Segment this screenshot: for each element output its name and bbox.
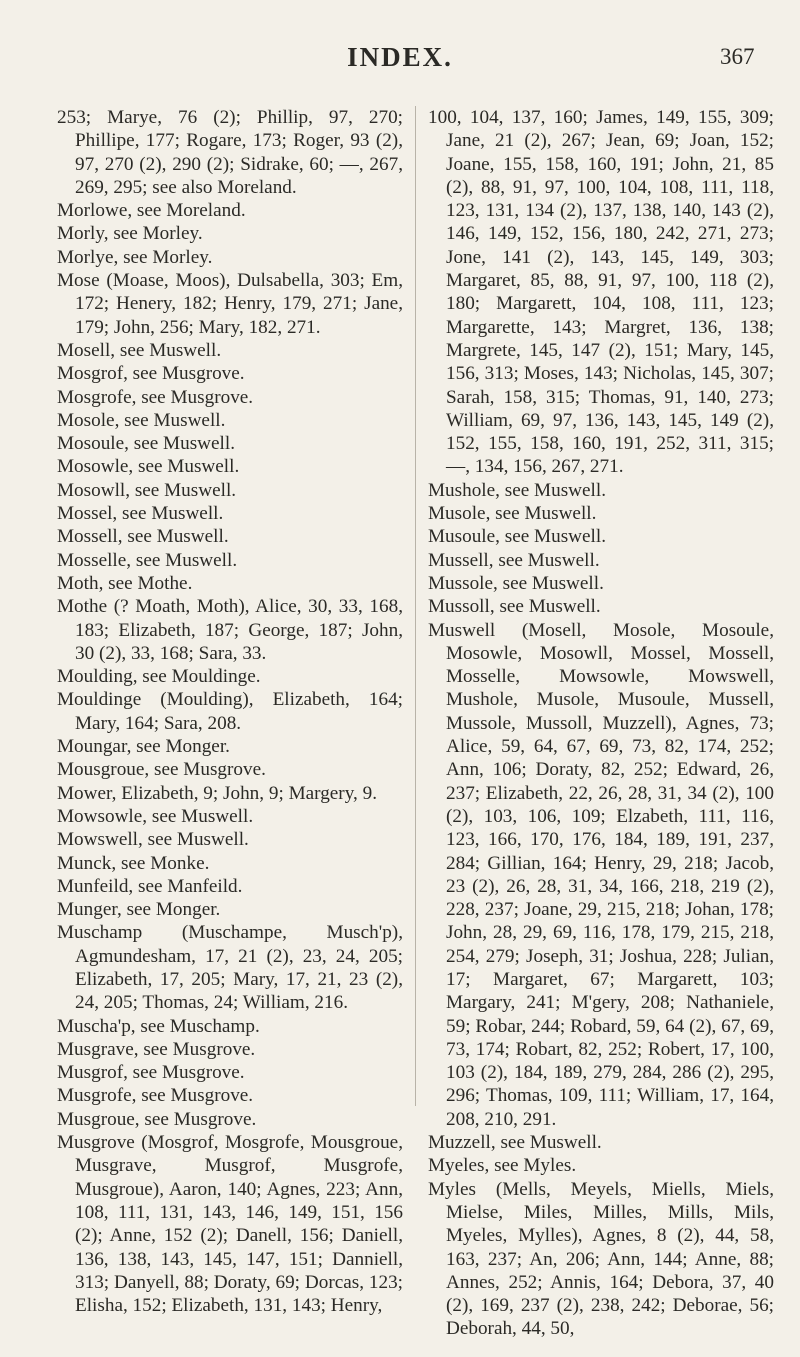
index-entry: Mowswell, see Muswell. [57, 829, 249, 851]
index-entry: Musgrove (Mosgrof, Mosgrofe, Mousgroue, Musgrave, Musgrof, Musgrofe, Musgroue), Aaron, 140; Agnes, 223; Ann, 108, 111, 131, 143, 146, 149, 151, 156 (2); Anne, 152 (2); Danell, 156; Daniell, 136, 138, 143, 145, 147, 151; Danniell, 313; Danyell, 88; Doraty, 69; Dorcas, 123; Elisha, 152; Elizabeth, 131, 143; Henry, [57, 1132, 403, 1317]
index-entry: Munck, see Monke. [57, 852, 210, 874]
index-entry: Mothe (? Moath, Moth), Alice, 30, 33, 168, 183; Elizabeth, 187; George, 187; John, 30 (2), 33, 168; Sara, 33. [57, 596, 403, 664]
index-entry: Munfeild, see Manfeild. [57, 875, 243, 897]
index-entry: Musgroue, see Musgrove. [57, 1108, 257, 1130]
index-entry: Mussell, see Muswell. [428, 549, 600, 571]
index-entry: 100, 104, 137, 160; James, 149, 155, 309; Jane, 21 (2), 267; Jean, 69; Joan, 152; Joane, 155, 158, 160, 191; John, 21, 85 (2), 88, 91, 97, 100, 104, 108, 111, 118, 123, 131, 134 (2), 137, 138, 140, 143 (2), 146, 149, 152, 156, 180, 242, 271, 273; Jone, 141 (2), 143, 145, 149, 303; Margaret, 85, 88, 91, 97, 100, 118 (2), 180; Margarett, 104, 108, 111, 123; Margarette, 143; Margret, 136, 138; Margrete, 145, 147 (2), 151; Mary, 145, 156, 313; Moses, 143; Nicholas, 145, 307; Sarah, 158, 315; Thomas, 91, 140, 273; William, 69, 97, 136, 143, 145, 149 (2), 152, 155, 158, 160, 191, 252, 311, 315; —, 134, 156, 267, 271. [428, 107, 774, 478]
right-column [428, 106, 774, 1341]
index-entry: Mussole, see Muswell. [428, 572, 604, 594]
index-entry: Mossel, see Muswell. [57, 503, 224, 525]
index-entry: Morlye, see Morley. [57, 246, 213, 268]
index-entry: Musgrof, see Musgrove. [57, 1062, 245, 1084]
index-entry: Munger, see Monger. [57, 899, 221, 921]
index-entry: Muscha'p, see Muschamp. [57, 1015, 260, 1037]
index-entry: Moungar, see Monger. [57, 736, 230, 758]
index-entry: Mosoule, see Muswell. [57, 433, 235, 455]
index-entry: Mose (Moase, Moos), Dulsabella, 303; Em, 172; Henery, 182; Henry, 179, 271; Jane, 179; John, 256; Mary, 182, 271. [57, 270, 403, 338]
page-title: INDEX. [347, 42, 453, 72]
index-entry: Mouldinge (Moulding), Elizabeth, 164; Mary, 164; Sara, 208. [57, 689, 403, 734]
index-entry: Myles (Mells, Meyels, Miells, Miels, Mielse, Miles, Milles, Mills, Mils, Myeles, Mylles), Agnes, 8 (2), 44, 58, 163, 237; An, 206; Ann, 144; Anne, 88; Annes, 252; Annis, 164; Debora, 37, 40 (2), 169, 237 (2), 238, 242; Deborae, 56; Deborah, 44, 50, [428, 1178, 774, 1340]
index-entry: Mussoll, see Muswell. [428, 596, 601, 618]
index-entry: Mushole, see Muswell. [428, 479, 606, 501]
index-entry: Musole, see Muswell. [428, 503, 597, 525]
index-entry: Muswell (Mosell, Mosole, Mosoule, Mosowle, Mosowll, Mossel, Mossell, Mosselle, Mowsowle, Mowswell, Mushole, Musole, Musoule, Mussell, Mussole, Mussoll, Muzzell), Agnes, 73; Alice, 59, 64, 67, 69, 73, 82, 174, 252; Ann, 106; Doraty, 82, 252; Edward, 26, 237; Elizabeth, 22, 26, 28, 31, 34 (2), 100 (2), 103, 106, 109; Elzabeth, 111, 116, 123, 166, 170, 176, 184, 189, 191, 237, 284; Gillian, 164; Henry, 29, 218; Jacob, 23 (2), 26, 28, 31, 34, 166, 218, 219 (2), 228, 237; Joane, 29, 215, 218; Johan, 178; John, 28, 29, 69, 116, 178, 179, 215, 218, 254, 279; Joseph, 31; Joshua, 228; Julian, 17; Margaret, 67; Margarett, 103; Margary, 241; M'gery, 208; Nathaniele, 59; Robar, 244; Robard, 59, 64 (2), 67, 69, 73, 174; Robart, 82, 252; Robert, 17, 100, 103 (2), 184, 189, 279, 284, 286 (2), 295, 296; Thomas, 109, 111; William, 17, 164, 208, 210, 291. [428, 619, 774, 1130]
index-entry: Mosole, see Muswell. [57, 409, 226, 431]
index-entry: Mosgrofe, see Musgrove. [57, 386, 254, 408]
index-entry: Muschamp (Muschampe, Musch'p), Agmundesham, 17, 21 (2), 23, 24, 205; Elizabeth, 17, 205; Mary, 17, 21, 23 (2), 24, 205; Thomas, 24; William, 216. [57, 922, 403, 1014]
index-entry: Mosowle, see Muswell. [57, 456, 240, 478]
index-entry: Myeles, see Myles. [428, 1155, 577, 1177]
index-entry: Mowsowle, see Muswell. [57, 805, 254, 827]
index-entry: Musgrave, see Musgrove. [57, 1038, 256, 1060]
index-entry: Muzzell, see Muswell. [428, 1132, 602, 1154]
left-column [57, 106, 403, 1317]
index-entry: Morly, see Morley. [57, 223, 203, 245]
index-entry: Moth, see Mothe. [57, 572, 193, 594]
index-entry: Mosell, see Muswell. [57, 339, 222, 361]
index-entry: Mousgroue, see Musgrove. [57, 759, 266, 781]
index-entry: 253; Marye, 76 (2); Phillip, 97, 270; Phillipe, 177; Rogare, 173; Roger, 93 (2), 97, 270 (2), 290 (2); Sidrake, 60; —, 267, 269, 295; see also Moreland. [57, 107, 403, 198]
index-entry: Morlowe, see Moreland. [57, 200, 246, 222]
index-entry: Moulding, see Mouldinge. [57, 666, 261, 688]
index-entry: Mosgrof, see Musgrove. [57, 363, 245, 385]
index-entry: Mosselle, see Muswell. [57, 549, 238, 571]
index-entry: Mower, Elizabeth, 9; John, 9; Margery, 9. [57, 782, 378, 804]
index-entry: Mossell, see Muswell. [57, 526, 229, 548]
index-entry: Musoule, see Muswell. [428, 526, 606, 548]
page-number: 367 [720, 44, 755, 69]
index-entry: Mosowll, see Muswell. [57, 479, 237, 501]
page-header [0, 42, 800, 82]
index-entry: Musgrofe, see Musgrove. [57, 1085, 254, 1107]
column-divider [415, 106, 416, 1106]
